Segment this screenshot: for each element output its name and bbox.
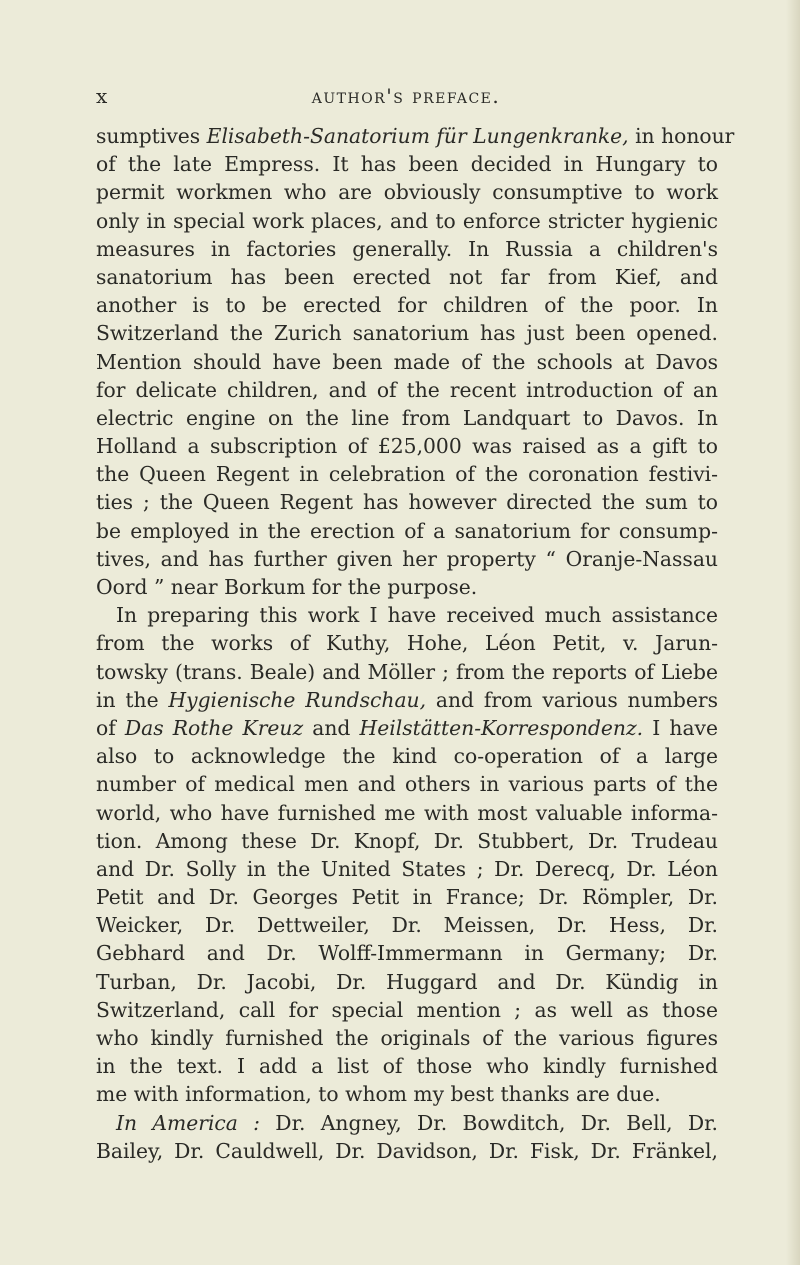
text-segment: sanatorium has been erected not far from Kief, and xyxy=(96,264,718,289)
text-line xyxy=(96,1137,718,1165)
text-segment: In preparing this work I have received much assistance xyxy=(116,603,718,628)
text-line xyxy=(96,291,718,319)
text-line xyxy=(96,996,718,1024)
text-segment: and from various numbers xyxy=(426,687,719,712)
text-line xyxy=(96,799,718,827)
text-line xyxy=(96,1024,718,1052)
text-line xyxy=(96,376,718,404)
text-line xyxy=(96,263,718,291)
text-line xyxy=(96,488,718,516)
text-segment: Petit and Dr. Georges Petit in France; Dr. Römpler, Dr. xyxy=(96,885,718,910)
text-segment: Switzerland the Zurich sanatorium has just been opened. xyxy=(96,321,718,346)
text-segment: of xyxy=(96,715,125,740)
text-line xyxy=(96,517,718,545)
text-segment: Dr. Angney, Dr. Bowditch, Dr. Bell, Dr. xyxy=(260,1110,719,1135)
text-line xyxy=(96,178,718,206)
text-line xyxy=(96,319,718,347)
text-segment: electric engine on the line from Landquart to Davos. In xyxy=(96,405,718,430)
text-line xyxy=(96,235,718,263)
text-line xyxy=(96,1052,718,1080)
text-segment: who kindly furnished the originals of the various figures xyxy=(96,1026,718,1050)
italic-text-segment: Heilstätten-Korrespondenz. xyxy=(359,715,644,740)
text-segment: tion. Among these Dr. Knopf, Dr. Stubbert, Dr. Trudeau xyxy=(96,828,718,853)
text-segment: be employed in the erection of a sanatorium for consump- xyxy=(96,518,718,543)
text-line xyxy=(96,207,718,235)
running-head xyxy=(96,84,716,114)
text-line xyxy=(96,460,718,488)
italic-text-segment: In America : xyxy=(116,1110,261,1135)
italic-text-segment: Das Rothe Kreuz xyxy=(124,715,304,740)
text-line xyxy=(96,601,718,629)
text-segment: Holland a subscription of £25,000 was raised as a gift to xyxy=(96,434,718,459)
text-line xyxy=(96,1109,718,1137)
text-segment: world, who have furnished me with most valuable informa- xyxy=(96,800,718,825)
text-line xyxy=(96,150,718,178)
text-segment: Turban, Dr. Jacobi, Dr. Huggard and Dr. Kündig in xyxy=(96,969,718,994)
page-number: x xyxy=(96,84,109,108)
text-line xyxy=(96,573,718,601)
preface-body-text xyxy=(96,122,735,1165)
text-segment: and xyxy=(303,715,360,740)
text-line xyxy=(96,855,718,883)
text-line xyxy=(96,742,718,770)
text-segment: the Queen Regent in celebration of the coronation festivi- xyxy=(96,462,718,487)
text-segment: me with information, to whom my best thanks are due. xyxy=(96,1082,661,1107)
text-segment: another is to be erected for children of the poor. In xyxy=(96,293,718,318)
running-title: author's preface. xyxy=(311,84,501,108)
text-line xyxy=(96,348,718,376)
text-line xyxy=(96,770,718,798)
text-line xyxy=(96,827,718,855)
page-edge-shadow xyxy=(786,0,800,1265)
text-segment: only in special work places, and to enforce stricter hygienic xyxy=(96,208,718,233)
text-line xyxy=(96,911,718,939)
text-segment: Mention should have been made of the schools at Davos xyxy=(96,349,718,374)
text-segment: Gebhard and Dr. Wolff-Immermann in Germany; Dr. xyxy=(96,941,718,966)
text-segment: also to acknowledge the kind co-operation of a large xyxy=(96,744,718,769)
text-segment: of the late Empress. It has been decided in Hungary to xyxy=(96,152,718,177)
text-line xyxy=(96,545,718,573)
text-segment: and Dr. Solly in the United States ; Dr. Derecq, Dr. Léon xyxy=(96,856,718,881)
italic-text-segment: Hygienische Rundschau, xyxy=(168,687,427,712)
text-line xyxy=(96,686,718,714)
text-segment: in honour xyxy=(628,124,735,148)
text-line xyxy=(96,1080,718,1108)
text-segment: towsky (trans. Beale) and Möller ; from the reports of Liebe xyxy=(96,659,718,684)
italic-text-segment: Elisabeth-Sanatorium für Lungenkranke, xyxy=(206,124,629,148)
text-line xyxy=(96,658,718,686)
text-line xyxy=(96,432,718,460)
text-line xyxy=(96,714,718,742)
text-segment: sumptives xyxy=(96,124,207,148)
text-segment: permit workmen who are obviously consumptive to work xyxy=(96,180,718,205)
text-line xyxy=(96,122,735,150)
text-segment: in the xyxy=(96,687,169,712)
text-segment: Weicker, Dr. Dettweiler, Dr. Meissen, Dr. Hess, Dr. xyxy=(96,913,718,938)
text-segment: Switzerland, call for special mention ; as well as those xyxy=(96,997,718,1022)
text-segment: in the text. I add a list of those who kindly furnished xyxy=(96,1054,718,1079)
text-segment: I have xyxy=(643,715,718,740)
text-line xyxy=(96,629,718,657)
text-segment: Bailey, Dr. Cauldwell, Dr. Davidson, Dr. Fisk, Dr. Fränkel, xyxy=(96,1138,718,1163)
text-segment: Oord ” near Borkum for the purpose. xyxy=(96,575,478,599)
text-line xyxy=(96,968,718,996)
text-segment: tives, and has further given her property “ Oranje-Nassau xyxy=(96,546,718,571)
text-segment: from the works of Kuthy, Hohe, Léon Petit, v. Jarun- xyxy=(96,631,718,656)
text-segment: number of medical men and others in various parts of the xyxy=(96,772,718,797)
text-segment: ties ; the Queen Regent has however directed the sum to xyxy=(96,490,718,515)
text-line xyxy=(96,883,718,911)
text-segment: for delicate children, and of the recent introduction of an xyxy=(96,377,718,402)
text-line xyxy=(96,939,718,967)
text-line xyxy=(96,404,718,432)
text-segment: measures in factories generally. In Russia a children's xyxy=(96,236,718,261)
